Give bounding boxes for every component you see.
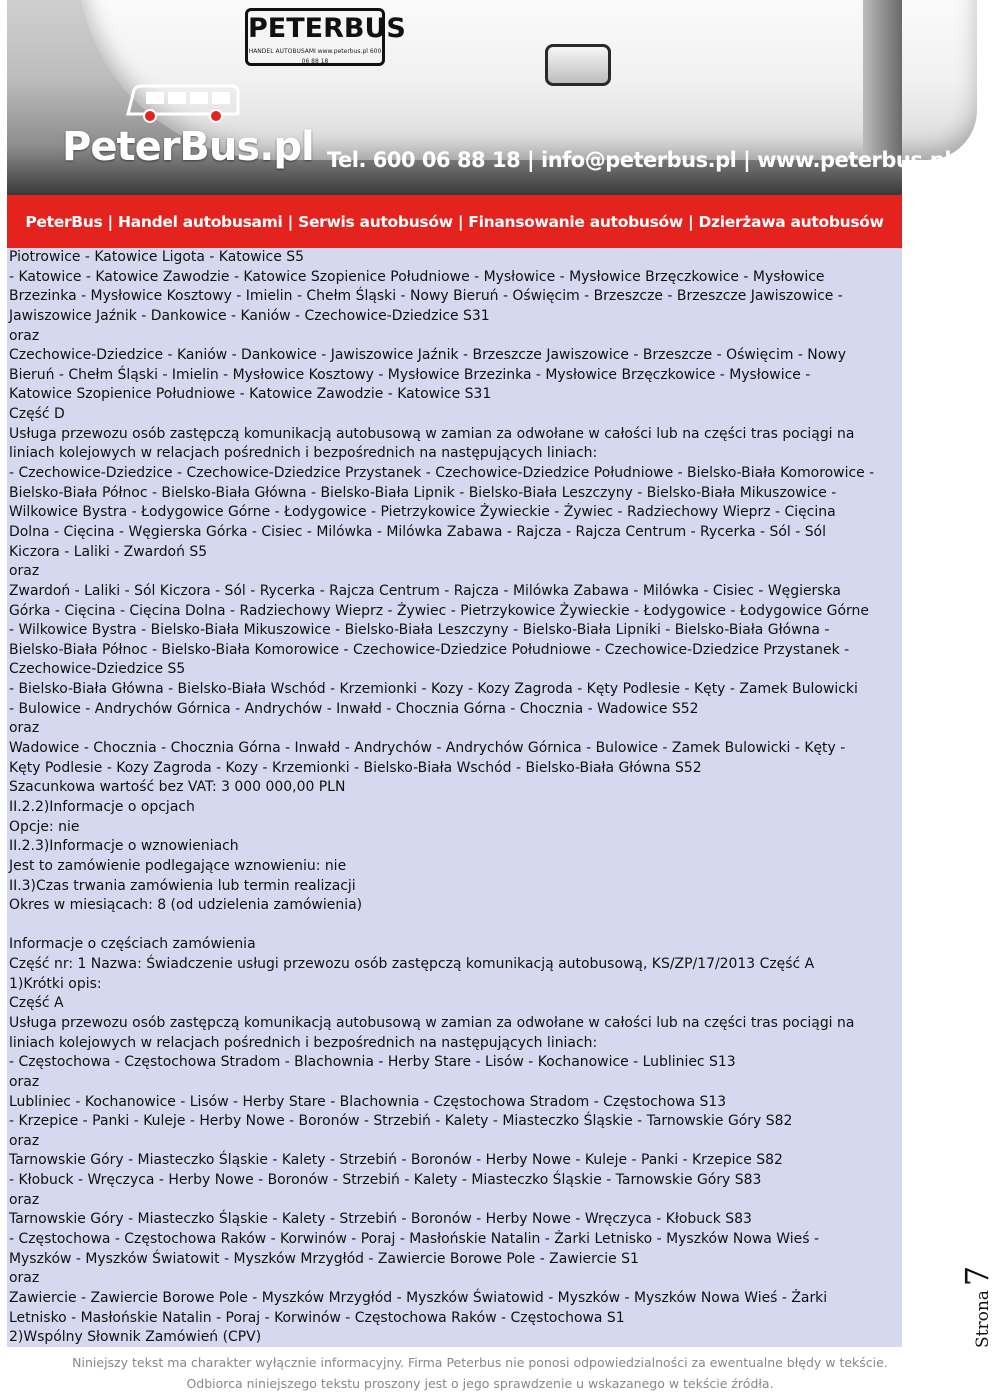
- text-line: Jawiszowice Jaźnik - Dankowice - Kaniów - Czechowice-Dziedzice S31: [9, 307, 490, 324]
- text-line: Usługa przewozu osób zastępczą komunikacją autobusową w zamian za odwołane w całości lub na części tras pociągi na: [9, 1014, 855, 1031]
- plate-text: PETERBUS: [248, 13, 406, 44]
- text-line: Brzezinka - Mysłowice Kosztowy - Imielin - Chełm Śląski - Nowy Bieruń - Oświęcim - Brzeszcze - Brzeszcze Jawiszowice -: [9, 288, 843, 305]
- text-line: liniach kolejowych w relacjach pośrednich i bezpośrednich na następujących liniach:: [9, 445, 598, 462]
- page-number: [916, 1265, 996, 1348]
- text-line: Bielsko-Biała Północ - Bielsko-Biała Główna - Bielsko-Biała Lipnik - Bielsko-Biała Leszczyny - Bielsko-Biała Mikuszowice -: [9, 484, 837, 501]
- text-line: oraz: [9, 327, 40, 344]
- text-line: Piotrowice - Katowice Ligota - Katowice S5: [9, 249, 304, 265]
- text-line: Opcje: nie: [9, 818, 80, 835]
- logo-text: PeterBus.pl: [62, 124, 314, 170]
- text-line: Część nr: 1 Nazwa: Świadczenie usługi przewozu osób zastępczą komunikacją autobusową, KS/ZP/17/2013 Część A: [9, 956, 815, 973]
- text-line: Wadowice - Chocznia - Chocznia Górna - Inwałd - Andrychów - Andrychów Górnica - Bulowice - Zamek Bulowicki - Kęty -: [9, 740, 846, 757]
- text-line: Informacje o częściach zamówienia: [9, 936, 256, 953]
- text-line: - Katowice - Katowice Zawodzie - Katowice Szopienice Południowe - Mysłowice - Mysłowice Brzęczkowice - Mysłowice: [9, 268, 825, 285]
- bus-photo: [7, 0, 952, 195]
- text-line: II.2.3)Informacje o wznowieniach: [9, 838, 239, 855]
- text-line: oraz: [9, 563, 40, 580]
- text-line: oraz: [9, 1132, 40, 1149]
- peterbus-logo: [62, 84, 314, 184]
- text-line: Część D: [9, 406, 65, 423]
- text-line: Lubliniec - Kochanowice - Lisów - Herby Stare - Blachownia - Częstochowa Stradom - Częstochowa S13: [9, 1093, 727, 1110]
- text-line: - Bulowice - Andrychów Górnica - Andrychów - Inwałd - Chocznia Górna - Chocznia - Wadowice S52: [9, 700, 699, 717]
- disclaimer-footer: [0, 1352, 960, 1394]
- text-line: Okres w miesiącach: 8 (od udzielenia zamówienia): [9, 897, 363, 914]
- text-line: Dolna - Cięcina - Węgierska Górka - Cisiec - Milówka - Milówka Zabawa - Rajcza - Rajcza Centrum - Rycerka - Sól - Sól: [9, 523, 826, 540]
- text-line: Górka - Cięcina - Cięcina Dolna - Radziechowy Wieprz - Żywiec - Pietrzykowice Żywieckie - Łodygowice - Łodygowice Górne: [9, 602, 869, 619]
- text-line: oraz: [9, 720, 40, 737]
- text-line: Czechowice-Dziedzice - Kaniów - Dankowice - Jawiszowice Jaźnik - Brzeszcze Jawiszowice - Brzeszcze - Oświęcim - Nowy: [9, 347, 846, 364]
- text-line: 2)Wspólny Słownik Zamówień (CPV): [9, 1329, 262, 1346]
- text-line: - Bielsko-Biała Główna - Bielsko-Biała Wschód - Krzemionki - Kozy - Kozy Zagroda - Kęty Podlesie - Kęty - Zamek Bulowicki: [9, 681, 858, 698]
- text-line: Zawiercie - Zawiercie Borowe Pole - Myszków Mrzygłód - Myszków Światowid - Myszków - Myszków Nowa Wieś - Żarki: [9, 1289, 828, 1306]
- text-line: - Częstochowa - Częstochowa Stradom - Blachownia - Herby Stare - Lisów - Kochanowice - Lubliniec S13: [9, 1054, 736, 1071]
- text-line: oraz: [9, 1191, 40, 1208]
- text-line: Jest to zamówienie podlegające wznowieniu: nie: [9, 857, 347, 874]
- text-line: oraz: [9, 1073, 40, 1090]
- license-plate: [245, 8, 406, 66]
- text-line: Bieruń - Chełm Śląski - Imielin - Mysłowice Kosztowy - Mysłowice Brzezinka - Mysłowice Brzęczkowice - Mysłowice -: [9, 366, 811, 383]
- text-line: Kiczora - Laliki - Zwardoń S5: [9, 543, 208, 560]
- text-line: Zwardoń - Laliki - Sól Kiczora - Sól - Rycerka - Rajcza Centrum - Rajcza - Milówka Zabawa - Milówka - Cisiec - Węgierska: [9, 582, 841, 599]
- page-label: Strona: [973, 1290, 993, 1348]
- text-line: - Kłobuck - Wręczyca - Herby Nowe - Boronów - Strzebiń - Kalety - Miasteczko Śląskie - Tarnowskie Góry S83: [9, 1172, 762, 1189]
- text-line: Bielsko-Biała Północ - Bielsko-Biała Komorowice - Czechowice-Dziedzice Południowe - Czechowice-Dziedzice Przystanek -: [9, 641, 850, 658]
- text-line: Wilkowice Bystra - Łodygowice Górne - Łodygowice - Pietrzykowice Żywieckie - Żywiec - Radziechowy Wieprz - Cięcina: [9, 504, 836, 521]
- text-line: Tarnowskie Góry - Miasteczko Śląskie - Kalety - Strzebiń - Boronów - Herby Nowe - Wręczyca - Kłobuck S83: [9, 1211, 752, 1228]
- text-line: II.2.2)Informacje o opcjach: [9, 798, 195, 815]
- text-line: Tarnowskie Góry - Miasteczko Śląskie - Kalety - Strzebiń - Boronów - Herby Nowe - Kuleje - Panki - Krzepice S82: [9, 1152, 783, 1169]
- disclaimer-line-2: Odbiorca niniejszego tekstu proszony jest o jego sprawdzenie u wskazanego w tekście źródła.: [186, 1376, 774, 1391]
- text-line: Część A: [9, 995, 64, 1012]
- bus-logo-icon: [120, 84, 240, 126]
- fog-light: [545, 44, 611, 86]
- plate-subtext: HANDEL AUTOBUSAMI www.peterbus.pl 600 06 88 18: [248, 48, 382, 65]
- page-number-value: 7: [958, 1265, 996, 1287]
- text-line: - Krzepice - Panki - Kuleje - Herby Nowe - Boronów - Strzebiń - Kalety - Miasteczko Śląskie - Tarnowskie Góry S82: [9, 1113, 793, 1130]
- text-line: - Wilkowice Bystra - Bielsko-Biała Mikuszowice - Bielsko-Biała Leszczyny - Bielsko-Biała Lipniki - Bielsko-Biała Główna -: [9, 622, 830, 639]
- bus-side-shadow: [863, 0, 902, 160]
- text-line: Czechowice-Dziedzice S5: [9, 661, 186, 678]
- text-line: Katowice Szopienice Południowe - Katowice Zawodzie - Katowice S31: [9, 386, 492, 403]
- services-bar: [7, 195, 902, 248]
- text-line: Letnisko - Masłońskie Natalin - Poraj - Korwinów - Częstochowa Raków - Częstochowa S1: [9, 1309, 625, 1326]
- text-line: Szacunkowa wartość bez VAT: 3 000 000,00 PLN: [9, 779, 346, 796]
- text-line: Myszków - Myszków Światowit - Myszków Mrzygłód - Zawiercie Borowe Pole - Zawiercie S1: [9, 1250, 639, 1267]
- text-line: Usługa przewozu osób zastępczą komunikacją autobusową w zamian za odwołane w całości lub na części tras pociągi na: [9, 425, 855, 442]
- text-line: - Częstochowa - Częstochowa Raków - Korwinów - Poraj - Masłońskie Natalin - Żarki Letnisko - Myszków Nowa Wieś -: [9, 1231, 819, 1248]
- text-line: - Czechowice-Dziedzice - Czechowice-Dziedzice Przystanek - Czechowice-Dziedzice Południowe - Bielsko-Biała Komorowice -: [9, 465, 875, 482]
- text-line: II.3)Czas trwania zamówienia lub termin realizacji: [9, 877, 356, 894]
- text-line: liniach kolejowych w relacjach pośrednich i bezpośrednich na następujących liniach:: [9, 1034, 598, 1051]
- document-body: [7, 248, 902, 1347]
- header-banner: [7, 0, 952, 248]
- disclaimer-line-1: Niniejszy tekst ma charakter wyłącznie informacyjny. Firma Peterbus nie ponosi odpowiedzialności za ewentualne błędy w tekście.: [72, 1355, 888, 1370]
- contact-info: Tel. 600 06 88 18 | info@peterbus.pl | www.peterbus.pl: [327, 148, 952, 172]
- text-line: Kęty Podlesie - Kozy Zagroda - Kozy - Krzemionki - Bielsko-Biała Wschód - Bielsko-Biała Główna S52: [9, 759, 702, 776]
- text-line: [9, 916, 899, 936]
- services-tagline: PeterBus | Handel autobusami | Serwis autobusów | Finansowanie autobusów | Dzierżawa autobusów: [25, 212, 884, 231]
- text-line: oraz: [9, 1270, 40, 1287]
- text-line: 1)Krótki opis:: [9, 975, 102, 992]
